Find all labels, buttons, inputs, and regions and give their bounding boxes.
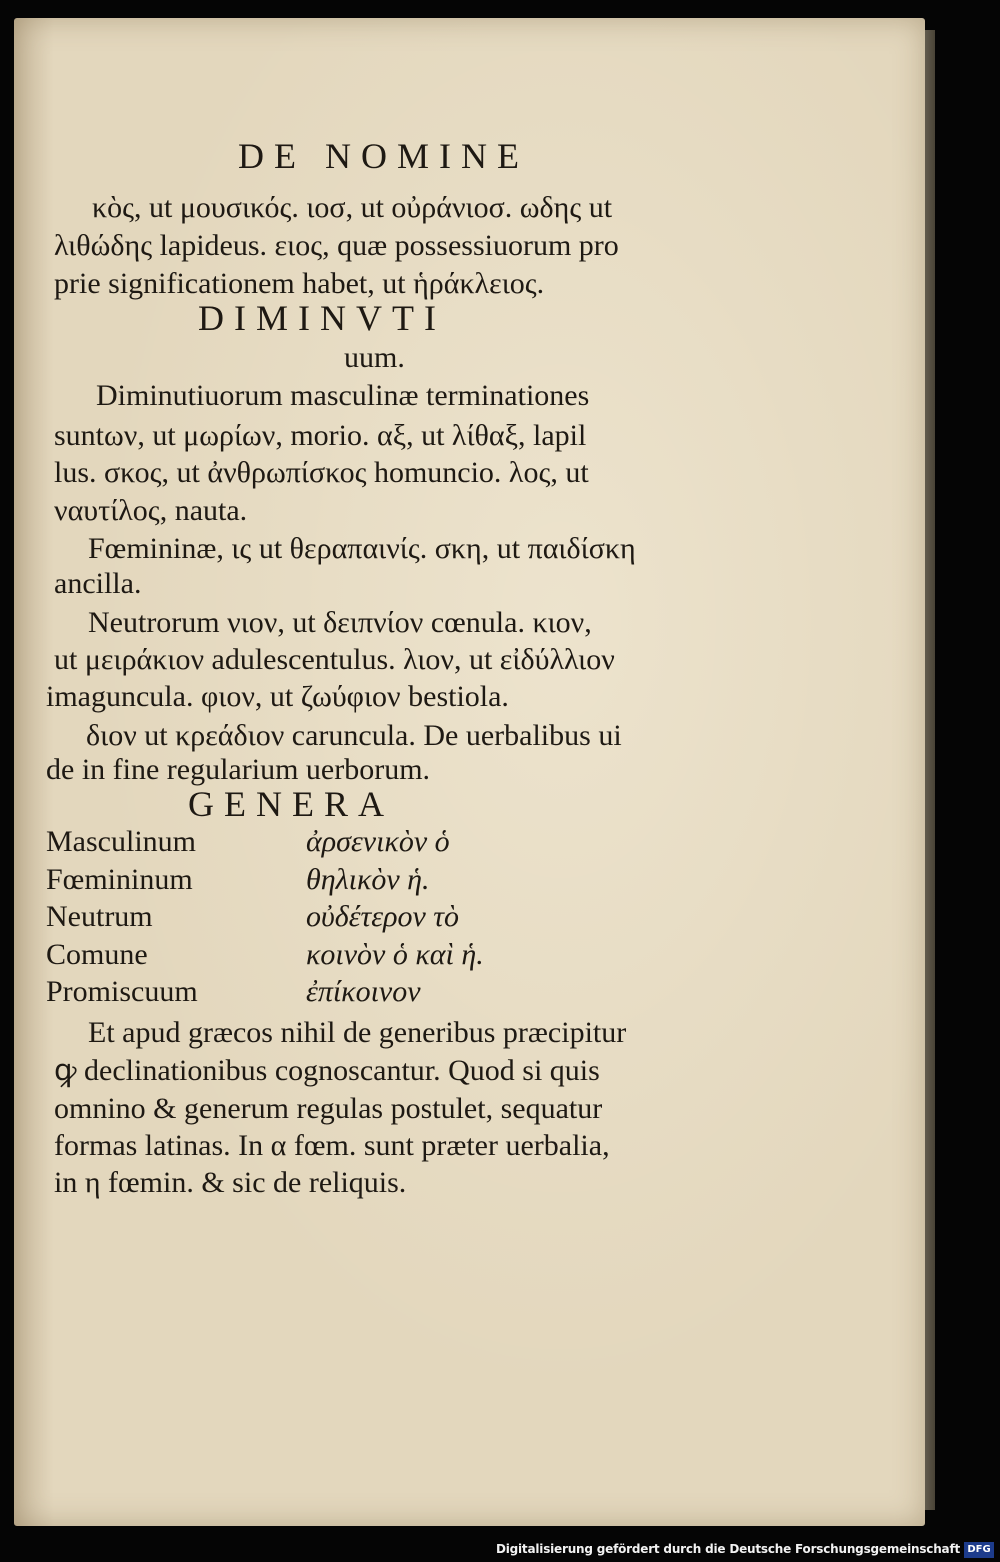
- text-line: ancilla.: [54, 567, 142, 600]
- text-line: imaguncula. φιον, ut ζωύφιον bestiola.: [46, 680, 509, 713]
- genus-latin: Comune: [46, 938, 148, 971]
- text-line: Diminutiuorum masculinæ terminationes: [96, 379, 590, 412]
- genus-greek: ἐπίκοινον: [306, 975, 421, 1008]
- section-heading-cont: uum.: [344, 341, 405, 374]
- running-head: DE NOMINE: [238, 136, 529, 176]
- dfg-logo: DFG: [964, 1542, 994, 1558]
- text-line: suntων, ut μωρίων, morio. αξ, ut λίθαξ, lapil: [54, 419, 587, 452]
- genus-latin: Promiscuum: [46, 975, 198, 1008]
- text-line: de in fine regularium uerborum.: [46, 753, 431, 786]
- text-line: lus. σκος, ut ἀνθρωπίσκος homuncio. λος, ut: [54, 456, 589, 489]
- genus-latin: Fœmininum: [46, 863, 193, 896]
- text-line: omnino & generum regulas postulet, sequatur: [54, 1092, 603, 1125]
- text-line: κὸς, ut μουσικός. ιοσ, ut οὐράνιοσ. ωδης ut: [92, 191, 613, 224]
- page-edge: [925, 30, 935, 1510]
- genus-greek: κοινὸν ὁ καὶ ἡ.: [306, 938, 484, 971]
- text-line: λιθώδης lapideus. ειος, quæ possessiuorum pro: [54, 229, 619, 262]
- section-heading: DIMINVTI: [198, 298, 446, 338]
- text-line: ναυτίλος, nauta.: [54, 494, 248, 527]
- text-line: Neutrorum νιον, ut δειπνίον cœnula. κιον,: [88, 606, 592, 639]
- genera-heading: GENERA: [188, 784, 394, 824]
- genus-greek: ἀρσενικὸν ὁ: [306, 825, 450, 858]
- genus-latin: Neutrum: [46, 900, 153, 933]
- text-line: prie significationem habet, ut ἡράκλειος.: [54, 267, 545, 300]
- genus-greek: θηλικὸν ἡ.: [306, 863, 430, 896]
- text-line: ut μειράκιον adulescentulus. λιον, ut εἰδύλλιον: [54, 643, 615, 676]
- text-line: formas latinas. In α fœm. sunt præter uerbalia,: [54, 1129, 610, 1162]
- text-line: ꝙ declinationibus cognoscantur. Quod si quis: [54, 1054, 600, 1087]
- genus-latin: Masculinum: [46, 825, 196, 858]
- digitization-credit: Digitalisierung gefördert durch die Deutsche Forschungsgemeinschaft: [495, 1542, 960, 1556]
- text-line: Et apud græcos nihil de generibus præcipitur: [88, 1016, 627, 1049]
- text-line: Fœmininæ, ις ut θεραπαινίς. σκη, ut παιδίσκη: [88, 532, 636, 565]
- text-line: in η fœmin. & sic de reliquis.: [54, 1166, 407, 1199]
- text-line: διον ut κρεάδιον caruncula. De uerbalibus ui: [86, 719, 622, 752]
- genus-greek: οὐδέτερον τὸ: [306, 900, 460, 933]
